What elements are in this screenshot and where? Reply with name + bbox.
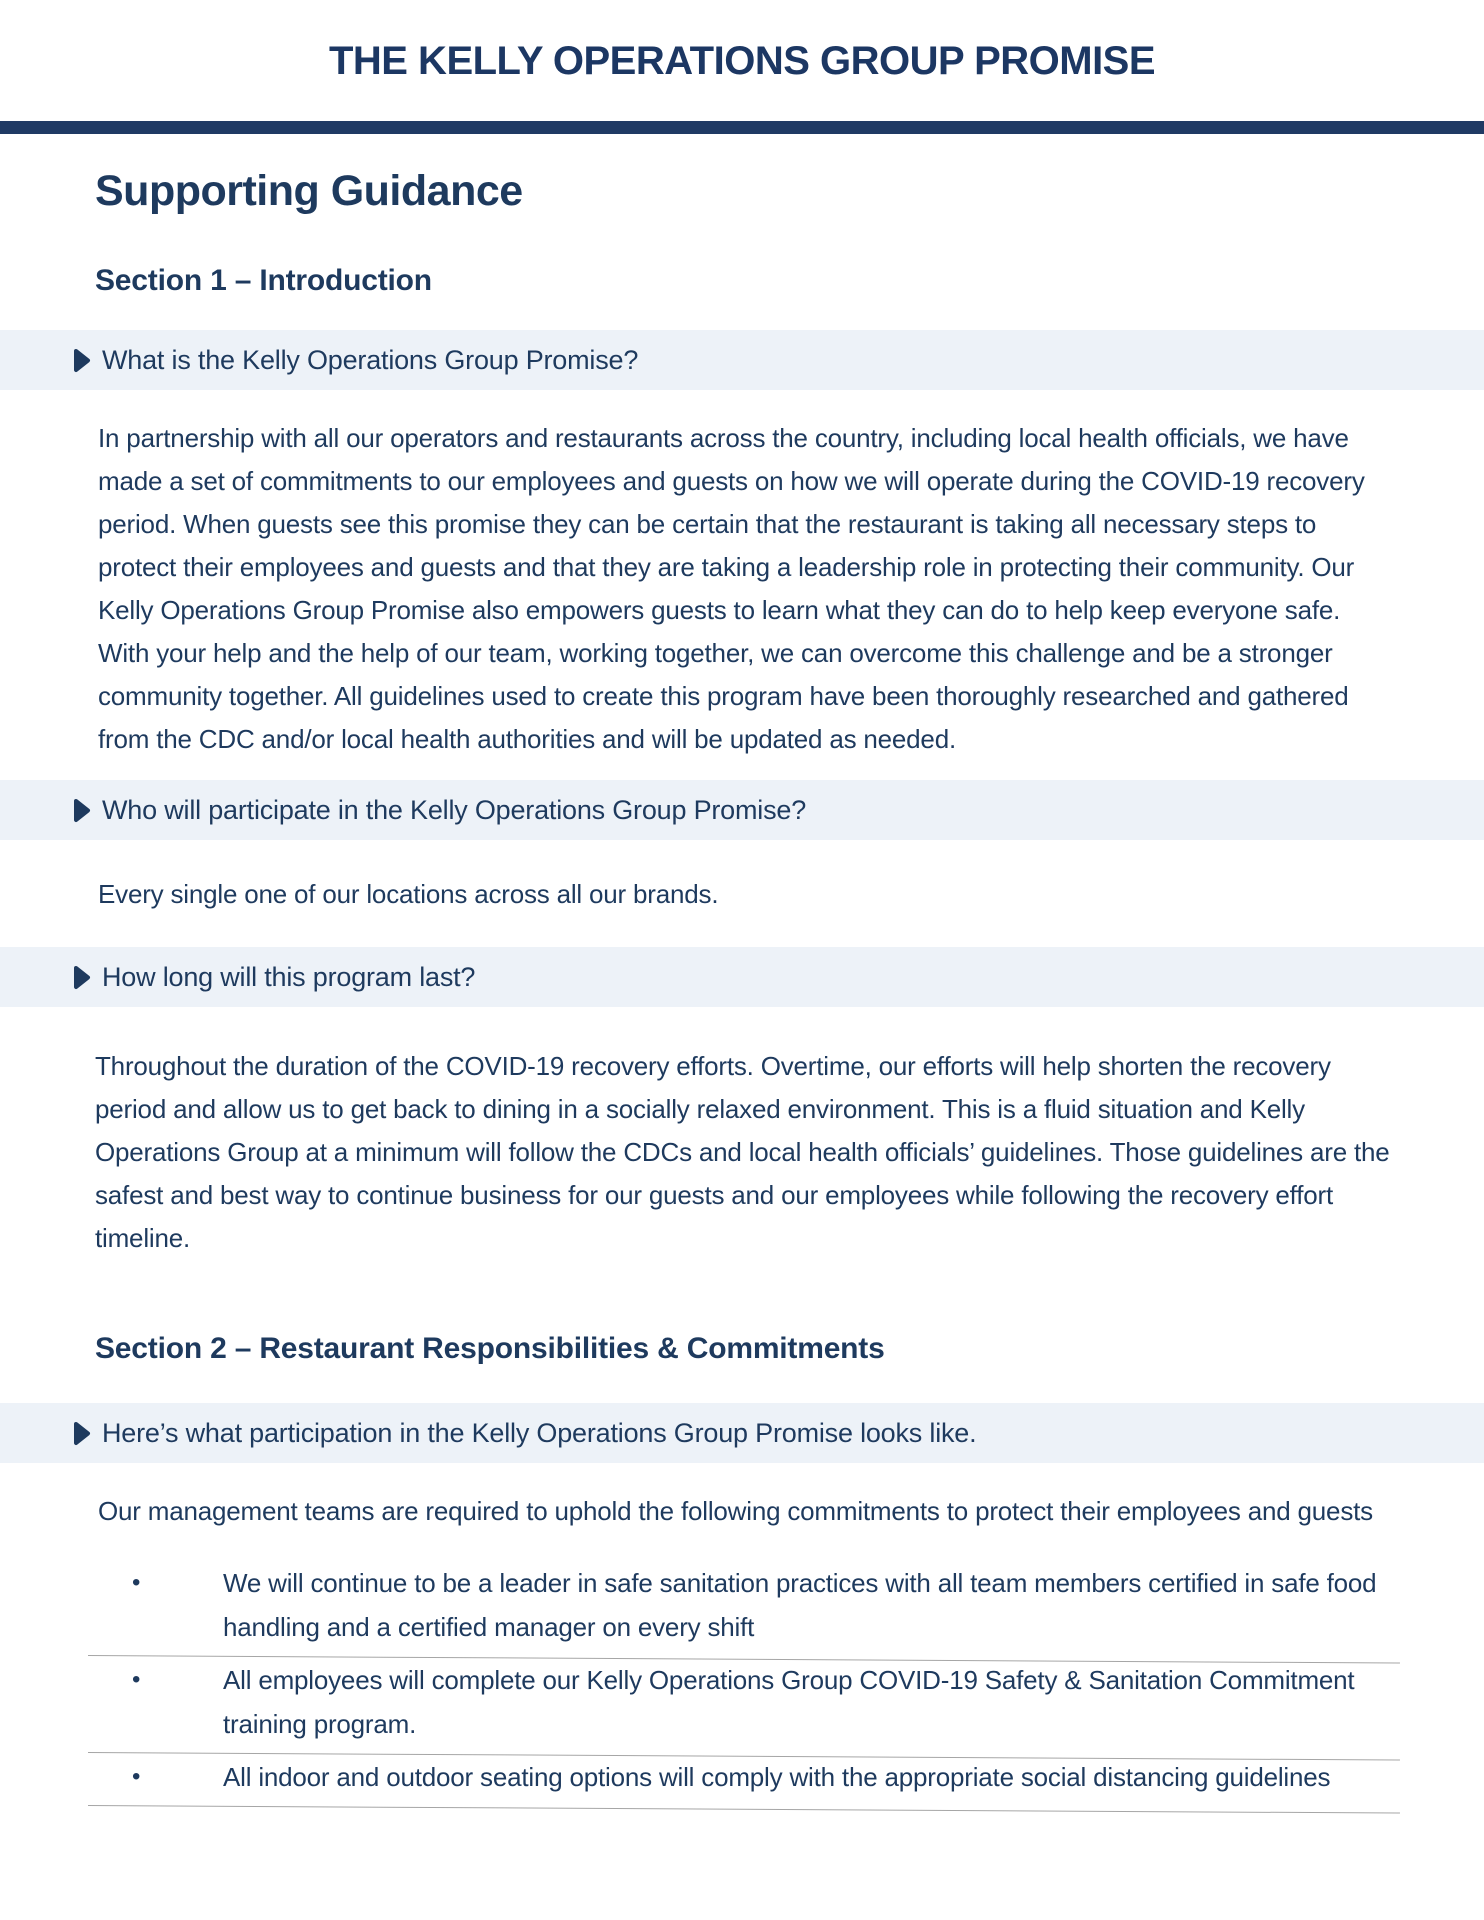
list-item — [88, 1559, 1400, 1655]
answer-paragraph: In partnership with all our operators and restaurants across the country, including local health officials, we have made a set of commitments to our employees and guests on how we will operate during the COVID-19 recovery period. When guests see this promise they can be certain that the restaurant is taking all necessary steps to protect their employees and guests and that they are taking a leadership role in protecting their community. Our Kelly Operations Group Promise also empowers guests to learn what they can do to help keep everyone safe. With your help and the help of our team, working together, we can overcome this challenge and be a stronger community together. All guidelines used to create this program have been thoroughly researched and gathered from the CDC and/or local health authorities and will be updated as needed. — [98, 423, 1365, 754]
play-arrow-icon — [73, 964, 91, 991]
question-banner-4 — [0, 1403, 1484, 1463]
list-item-text: All employees will complete our Kelly Operations Group COVID-19 Safety & Sanitation Commitment training program. — [223, 1665, 1355, 1739]
question-text: Here’s what participation in the Kelly Operations Group Promise looks like. — [102, 1418, 977, 1448]
answer-paragraph: Every single one of our locations across all our brands. — [98, 879, 719, 909]
play-arrow-icon — [73, 1420, 91, 1447]
page-title: THE KELLY OPERATIONS GROUP PROMISE — [328, 39, 1156, 83]
list-item-text: We will continue to be a leader in safe sanitation practices with all team members certified in safe food handling and a certified manager on every shift — [223, 1568, 1377, 1642]
question-text: Who will participate in the Kelly Operations Group Promise? — [102, 795, 807, 825]
question-text: How long will this program last? — [102, 962, 476, 992]
question-banner-2 — [0, 780, 1484, 840]
section-1-heading: Section 1 – Introduction — [95, 264, 432, 297]
bullet-icon: • — [132, 1763, 141, 1790]
question-text: What is the Kelly Operations Group Promise? — [102, 345, 639, 375]
answer-paragraph: Our management teams are required to uphold the following commitments to protect their employees and guests — [98, 1496, 1373, 1526]
commitments-list — [88, 1559, 1400, 1806]
play-arrow-icon — [73, 797, 91, 824]
list-item — [88, 1753, 1400, 1805]
question-banner-3 — [0, 947, 1484, 1007]
list-item-text: All indoor and outdoor seating options will comply with the appropriate social distancing guidelines — [223, 1762, 1331, 1792]
question-banner-1 — [0, 330, 1484, 390]
document-title: Supporting Guidance — [95, 167, 523, 215]
header-divider — [0, 121, 1484, 134]
play-arrow-icon — [73, 347, 91, 374]
answer-paragraph: Throughout the duration of the COVID-19 recovery efforts. Overtime, our efforts will help shorten the recovery period and allow us to get back to dining in a socially relaxed environment. This is a fluid situation and Kelly Operations Group at a minimum will follow the CDCs and local health officials’ guidelines. Those guidelines are the safest and best way to continue business for our guests and our employees while following the recovery effort timeline. — [95, 1051, 1390, 1253]
section-2-heading: Section 2 – Restaurant Responsibilities & Commitments — [95, 1332, 885, 1365]
bullet-icon: • — [132, 1569, 141, 1596]
bullet-icon: • — [132, 1666, 141, 1693]
row-divider — [88, 1805, 1400, 1814]
list-item — [88, 1656, 1400, 1752]
